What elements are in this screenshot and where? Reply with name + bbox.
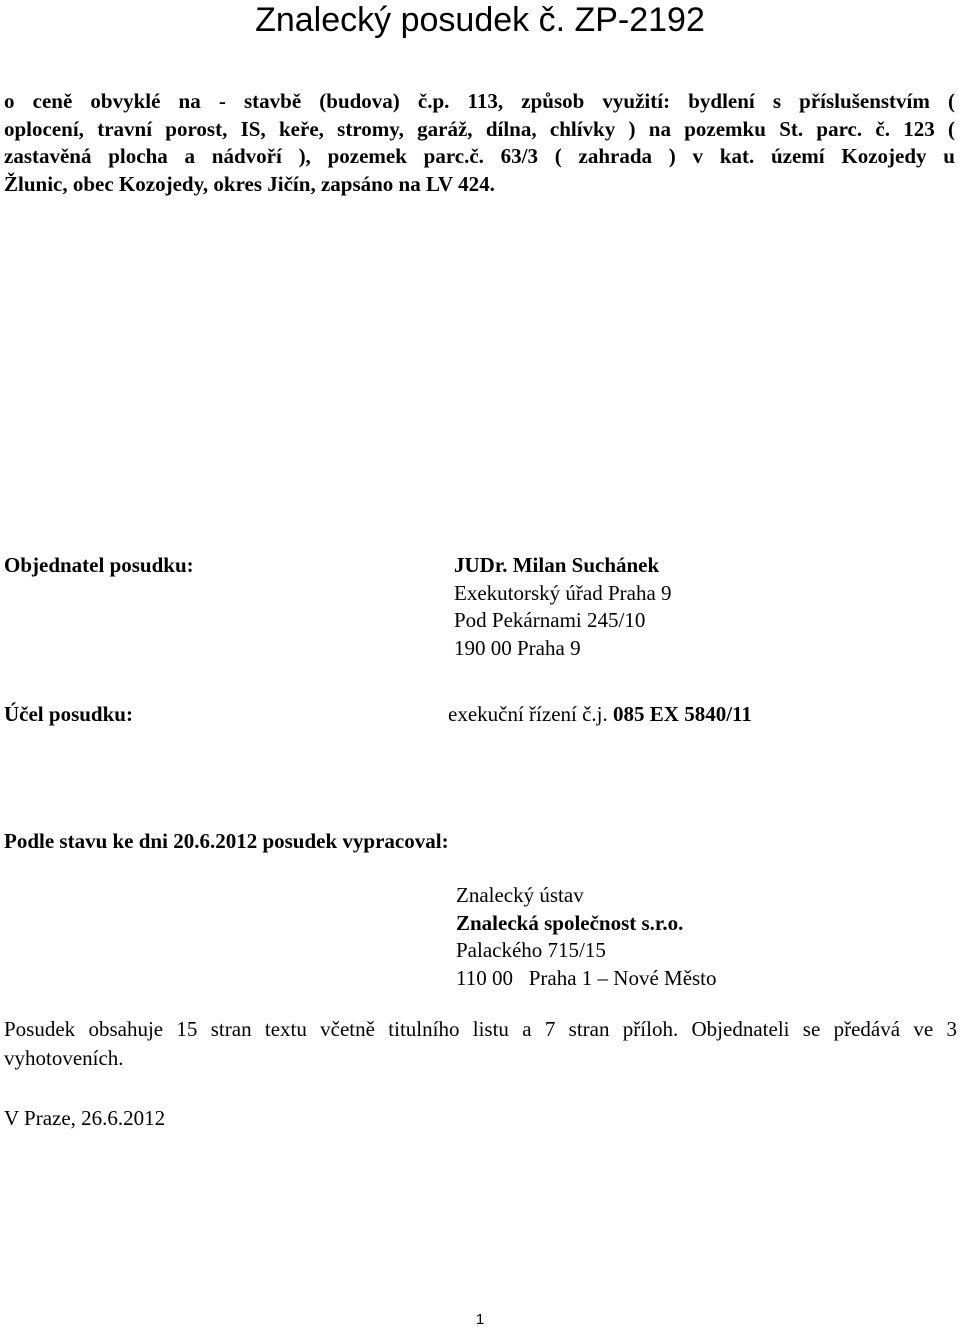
purpose-prefix: exekuční řízení č.j.: [448, 702, 608, 726]
note-line: vyhotoveních.: [4, 1046, 124, 1070]
page-number: 1: [475, 1311, 485, 1328]
note-line: Posudek obsahuje 15 stran textu včetně titulního listu a 7 stran příloh. Objednateli se předává ve 3: [4, 1017, 957, 1041]
client-street: Pod Pekárnami 245/10: [454, 608, 646, 632]
subject-description: [4, 88, 955, 198]
expert-block: [456, 882, 717, 992]
subject-line: oplocení, travní porost, IS, keře, stromy, garáž, dílna, chlívky ) na pozemku St. parc. č. 123 (: [4, 116, 955, 141]
place-date: V Praze, 26.6.2012: [4, 1106, 166, 1130]
client-office: Exekutorský úřad Praha 9: [454, 580, 672, 605]
case-number: 085 EX 5840/11: [613, 702, 752, 726]
purpose-label: Účel posudku:: [4, 702, 133, 726]
document-note: [4, 1015, 957, 1073]
client-label: Objednatel posudku:: [4, 553, 194, 577]
subject-line: zastavěná plocha a nádvoří ), pozemek parc.č. 63/3 ( zahrada ) v kat. území Kozojedy u: [4, 144, 955, 168]
purpose-value: [448, 701, 752, 729]
expert-street: Palackého 715/15: [456, 938, 606, 962]
expert-company: Znalecká společnost s.r.o.: [456, 910, 684, 935]
client-city: 190 00 Praha 9: [454, 635, 581, 660]
prepared-label: Podle stavu ke dni 20.6.2012 posudek vypracoval:: [4, 829, 449, 853]
subject-line: o ceně obvyklé na - stavbě (budova) č.p. 113, způsob využití: bydlení s příslušenstvím (: [4, 89, 955, 113]
expert-institute: Znalecký ústav: [456, 883, 584, 907]
client-block: [454, 552, 672, 662]
client-name: JUDr. Milan Suchánek: [454, 553, 660, 577]
expert-city: 110 00 Praha 1 – Nové Město: [456, 965, 717, 990]
subject-line: Žlunic, obec Kozojedy, okres Jičín, zapsáno na LV 424.: [4, 171, 495, 196]
document-title: Znalecký posudek č. ZP-2192: [255, 1, 705, 39]
